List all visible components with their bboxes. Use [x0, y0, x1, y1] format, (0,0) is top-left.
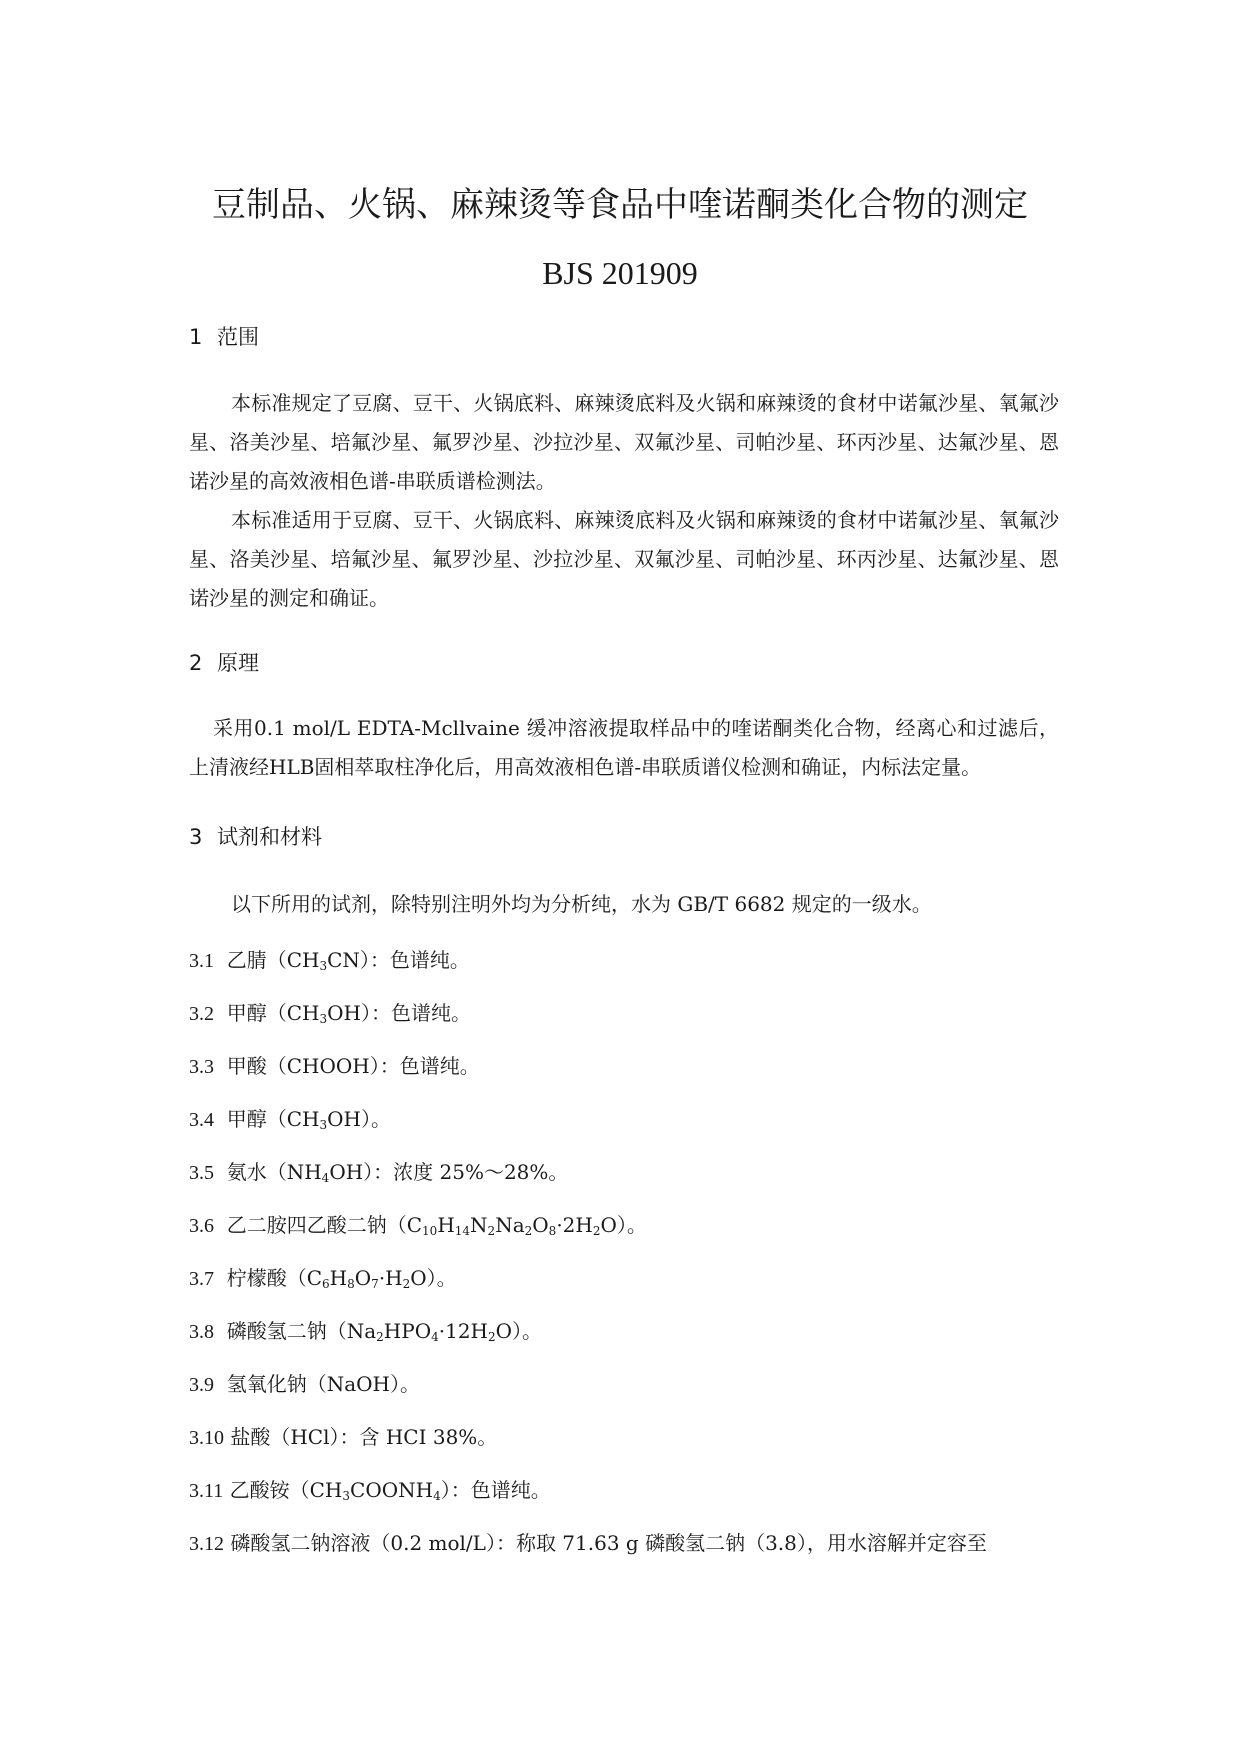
section-heading-scope	[189, 322, 259, 352]
document-title: 豆制品、火锅、麻辣烫等食品中喹诺酮类化合物的测定	[212, 185, 1028, 225]
reagent-item: 3.9 氢氧化钠（NaOH）。	[189, 1372, 420, 1396]
reagent-item: 3.2 甲醇$(CH_3OH)$：色谱纯。	[189, 1001, 471, 1026]
section-title: 原理	[217, 651, 259, 675]
section-number: 1	[189, 325, 203, 349]
reagent-item: 3.5 氨水$(NH_4OH)$：浓度 25%～28%。	[189, 1160, 569, 1185]
reagent-item: 3.12 磷酸氢二钠溶液（0.2 mol/L）：称取 71.63 g 磷酸氢二钠（3.8），用水溶解并定容至	[189, 1531, 987, 1555]
reagent-item: 3.11 乙酸铵$(CH_3COONH_4)$：色谱纯。	[189, 1478, 551, 1503]
scope-paragraph-1: 本标准规定了豆腐、豆干、火锅底料、麻辣烫底料及火锅和麻辣烫的食材中诺氟沙星、氧氟沙星、洛美沙星、培氟沙星、氟罗沙星、沙拉沙星、双氟沙星、司帕沙星、环丙沙星、达氟沙星、恩诺沙星的高效液相色谱-串联质谱检测法。	[189, 391, 1059, 493]
reagent-item: 3.1 乙腈$(CH_3CN)$：色谱纯。	[189, 948, 470, 973]
section-number: 3	[189, 825, 203, 849]
reagent-item: 3.6 乙二胺四乙酸二钠$(C_{10}H_{14}N_2Na_2O_8\cdot 2H_2O)$。	[189, 1213, 647, 1238]
principle-paragraph: 采用0.1 mol/L EDTA-Mcllvaine 缓冲溶液提取样品中的喹诺酮类化合物，经离心和过滤后，上清液经HLB固相萃取柱净化后，用高效液相色谱-串联质谱仪检测和确证，内标法定量。	[189, 716, 1059, 779]
reagent-item: 3.8 磷酸氢二钠$(Na_2HPO_4\cdot 12H_2O)$。	[189, 1319, 543, 1344]
standard-code: BJS 201909	[542, 255, 698, 291]
section-heading-principle	[189, 648, 259, 678]
reagent-item: 3.10 盐酸（HCl）：含 HCI 38%。	[189, 1425, 498, 1449]
section-title: 范围	[217, 325, 259, 349]
section-heading-reagents	[189, 822, 322, 852]
section-number: 2	[189, 651, 203, 675]
scope-paragraph-2: 本标准适用于豆腐、豆干、火锅底料、麻辣烫底料及火锅和麻辣烫的食材中诺氟沙星、氧氟沙星、洛美沙星、培氟沙星、氟罗沙星、沙拉沙星、双氟沙星、司帕沙星、环丙沙星、达氟沙星、恩诺沙星的测定和确证。	[189, 508, 1059, 610]
section-title: 试剂和材料	[217, 825, 322, 849]
reagent-item: 3.3 甲酸（CHOOH）：色谱纯。	[189, 1054, 480, 1078]
reagent-item: 3.4 甲醇$(CH_3OH)$。	[189, 1107, 391, 1132]
reagent-item: 3.7 柠檬酸$(C_6H_8O_7\cdot H_2O)$。	[189, 1266, 457, 1291]
reagents-intro: 以下所用的试剂，除特别注明外均为分析纯，水为 GB/T 6682 规定的一级水。	[231, 892, 932, 916]
